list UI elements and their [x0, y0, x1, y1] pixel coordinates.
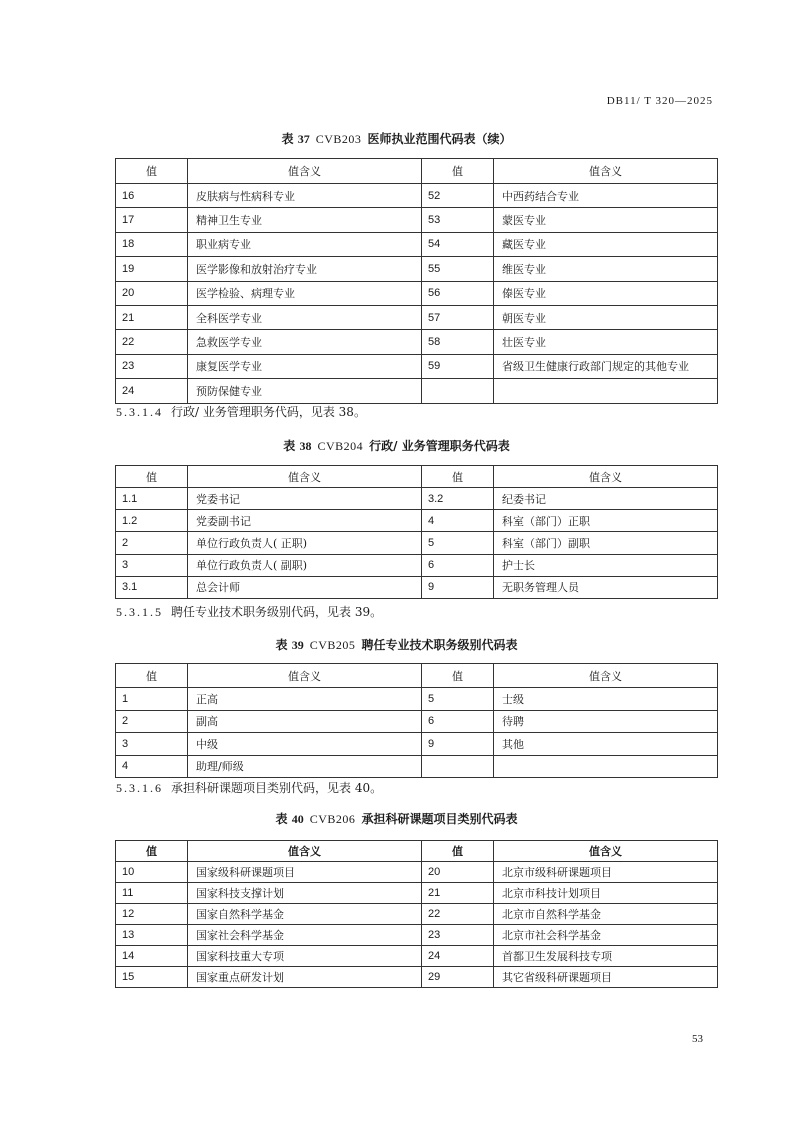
code-value-cell: 9	[422, 733, 494, 756]
table-40	[115, 840, 718, 988]
table-row	[116, 208, 718, 232]
code-value-cell: 16	[116, 184, 188, 208]
code-value-cell: 55	[422, 257, 494, 281]
code-meaning-cell: 正高	[188, 688, 422, 711]
column-header: 值	[422, 159, 494, 184]
code-value-cell: 6	[422, 554, 494, 576]
code-meaning-cell	[494, 379, 718, 403]
table-row	[116, 925, 718, 946]
code-meaning-cell: 国家科技支撑计划	[188, 883, 422, 904]
code-value-cell: 15	[116, 967, 188, 988]
code-value-cell: 22	[422, 904, 494, 925]
code-meaning-cell: 国家社会科学基金	[188, 925, 422, 946]
code-meaning-cell: 北京市科技计划项目	[494, 883, 718, 904]
table-row	[116, 755, 718, 778]
code-meaning-cell: 全科医学专业	[188, 305, 422, 329]
table39-caption: 表 39 CVB205 聘任专业技术职务级别代码表	[275, 638, 518, 652]
code-meaning-cell: 国家自然科学基金	[188, 904, 422, 925]
table-row	[116, 688, 718, 711]
column-header: 值	[116, 664, 188, 688]
code-value-cell: 2	[116, 710, 188, 733]
code-value-cell: 56	[422, 281, 494, 305]
column-header: 值含义	[188, 664, 422, 688]
table-row	[116, 710, 718, 733]
code-meaning-cell: 国家科技重大专项	[188, 946, 422, 967]
column-header: 值	[116, 159, 188, 184]
code-value-cell: 53	[422, 208, 494, 232]
code-meaning-cell: 总会计师	[188, 576, 422, 598]
code-meaning-cell: 蒙医专业	[494, 208, 718, 232]
code-meaning-cell: 纪委书记	[494, 488, 718, 510]
code-meaning-cell: 医学影像和放射治疗专业	[188, 257, 422, 281]
column-header: 值	[422, 841, 494, 862]
table38-caption: 表 38 CVB204 行政/ 业务管理职务代码表	[283, 439, 510, 453]
column-header: 值含义	[188, 841, 422, 862]
column-header: 值	[422, 466, 494, 488]
code-value-cell: 54	[422, 232, 494, 256]
table-37	[115, 158, 718, 404]
code-meaning-cell: 党委副书记	[188, 510, 422, 532]
code-value-cell: 5	[422, 688, 494, 711]
code-meaning-cell: 单位行政负责人( 副职)	[188, 554, 422, 576]
code-meaning-cell: 中级	[188, 733, 422, 756]
code-value-cell: 21	[422, 883, 494, 904]
table-row	[116, 946, 718, 967]
code-meaning-cell: 北京市自然科学基金	[494, 904, 718, 925]
code-meaning-cell: 省级卫生健康行政部门规定的其他专业	[494, 354, 718, 378]
table-row	[116, 305, 718, 329]
table-row	[116, 904, 718, 925]
code-value-cell: 3.1	[116, 576, 188, 598]
code-value-cell: 13	[116, 925, 188, 946]
code-meaning-cell: 职业病专业	[188, 232, 422, 256]
code-value-cell: 20	[422, 862, 494, 883]
table-row	[116, 883, 718, 904]
table-row	[116, 184, 718, 208]
code-value-cell: 1	[116, 688, 188, 711]
code-meaning-cell: 科室（部门）正职	[494, 510, 718, 532]
code-meaning-cell: 精神卫生专业	[188, 208, 422, 232]
code-meaning-cell: 科室（部门）副职	[494, 532, 718, 554]
code-value-cell: 1.1	[116, 488, 188, 510]
code-meaning-cell: 傣医专业	[494, 281, 718, 305]
table-row	[116, 232, 718, 256]
table-row	[116, 554, 718, 576]
code-value-cell: 10	[116, 862, 188, 883]
table-39	[115, 663, 718, 778]
clause-5-3-1-5: 5.3.1.5 聘任专业技术职务级别代码，见表 39。	[116, 605, 383, 619]
code-meaning-cell: 藏医专业	[494, 232, 718, 256]
code-meaning-cell: 党委书记	[188, 488, 422, 510]
table-row	[116, 576, 718, 598]
code-meaning-cell: 首都卫生发展科技专项	[494, 946, 718, 967]
table-row	[116, 281, 718, 305]
column-header: 值含义	[494, 664, 718, 688]
table-row	[116, 862, 718, 883]
code-value-cell: 9	[422, 576, 494, 598]
table-row	[116, 532, 718, 554]
code-meaning-cell: 中西药结合专业	[494, 184, 718, 208]
code-meaning-cell: 助理/师级	[188, 755, 422, 778]
code-value-cell	[422, 755, 494, 778]
code-value-cell: 4	[116, 755, 188, 778]
code-value-cell: 24	[422, 946, 494, 967]
code-value-cell: 59	[422, 354, 494, 378]
code-value-cell: 29	[422, 967, 494, 988]
table40-caption: 表 40 CVB206 承担科研课题项目类别代码表	[275, 812, 518, 826]
table-38	[115, 465, 718, 599]
code-value-cell: 18	[116, 232, 188, 256]
code-meaning-cell: 其他	[494, 733, 718, 756]
code-meaning-cell: 维医专业	[494, 257, 718, 281]
code-meaning-cell: 国家级科研课题项目	[188, 862, 422, 883]
code-value-cell: 2	[116, 532, 188, 554]
code-value-cell: 12	[116, 904, 188, 925]
code-value-cell: 1.2	[116, 510, 188, 532]
table-header-row	[116, 841, 718, 862]
code-value-cell: 22	[116, 330, 188, 354]
code-value-cell: 6	[422, 710, 494, 733]
table-row	[116, 967, 718, 988]
table-row	[116, 488, 718, 510]
column-header: 值含义	[494, 466, 718, 488]
column-header: 值含义	[494, 841, 718, 862]
code-meaning-cell: 副高	[188, 710, 422, 733]
code-value-cell: 57	[422, 305, 494, 329]
code-meaning-cell: 北京市社会科学基金	[494, 925, 718, 946]
table-header-row	[116, 664, 718, 688]
code-value-cell: 4	[422, 510, 494, 532]
code-value-cell: 23	[116, 354, 188, 378]
code-meaning-cell: 朝医专业	[494, 305, 718, 329]
code-value-cell	[422, 379, 494, 403]
table-row	[116, 379, 718, 403]
page-number: 53	[692, 1033, 703, 1045]
table-header-row	[116, 159, 718, 184]
code-meaning-cell: 医学检验、病理专业	[188, 281, 422, 305]
code-value-cell: 11	[116, 883, 188, 904]
code-meaning-cell: 皮肤病与性病科专业	[188, 184, 422, 208]
code-meaning-cell: 无职务管理人员	[494, 576, 718, 598]
column-header: 值	[422, 664, 494, 688]
table-header-row	[116, 466, 718, 488]
code-value-cell: 23	[422, 925, 494, 946]
column-header: 值含义	[494, 159, 718, 184]
table-row	[116, 354, 718, 378]
code-meaning-cell: 士级	[494, 688, 718, 711]
document-code: DB11/ T 320—2025	[606, 95, 713, 107]
code-value-cell: 24	[116, 379, 188, 403]
code-meaning-cell: 待聘	[494, 710, 718, 733]
code-value-cell: 17	[116, 208, 188, 232]
code-value-cell: 20	[116, 281, 188, 305]
column-header: 值含义	[188, 466, 422, 488]
clause-5-3-1-6: 5.3.1.6 承担科研课题项目类别代码，见表 40。	[116, 781, 383, 795]
code-value-cell: 3	[116, 554, 188, 576]
table-row	[116, 733, 718, 756]
code-meaning-cell: 单位行政负责人( 正职)	[188, 532, 422, 554]
code-meaning-cell: 壮医专业	[494, 330, 718, 354]
code-meaning-cell: 康复医学专业	[188, 354, 422, 378]
code-value-cell: 5	[422, 532, 494, 554]
column-header: 值含义	[188, 159, 422, 184]
column-header: 值	[116, 841, 188, 862]
table-row	[116, 510, 718, 532]
code-meaning-cell: 其它省级科研课题项目	[494, 967, 718, 988]
code-value-cell: 19	[116, 257, 188, 281]
column-header: 值	[116, 466, 188, 488]
code-value-cell: 3.2	[422, 488, 494, 510]
code-value-cell: 14	[116, 946, 188, 967]
table-row	[116, 257, 718, 281]
code-meaning-cell: 护士长	[494, 554, 718, 576]
code-meaning-cell: 急救医学专业	[188, 330, 422, 354]
clause-5-3-1-4: 5.3.1.4 行政/ 业务管理职务代码，见表 38。	[116, 405, 366, 419]
code-value-cell: 52	[422, 184, 494, 208]
code-meaning-cell	[494, 755, 718, 778]
code-meaning-cell: 北京市级科研课题项目	[494, 862, 718, 883]
code-value-cell: 21	[116, 305, 188, 329]
code-meaning-cell: 国家重点研发计划	[188, 967, 422, 988]
code-meaning-cell: 预防保健专业	[188, 379, 422, 403]
table37-caption: 表 37 CVB203 医师执业范围代码表（续）	[281, 132, 512, 146]
table-row	[116, 330, 718, 354]
code-value-cell: 58	[422, 330, 494, 354]
code-value-cell: 3	[116, 733, 188, 756]
